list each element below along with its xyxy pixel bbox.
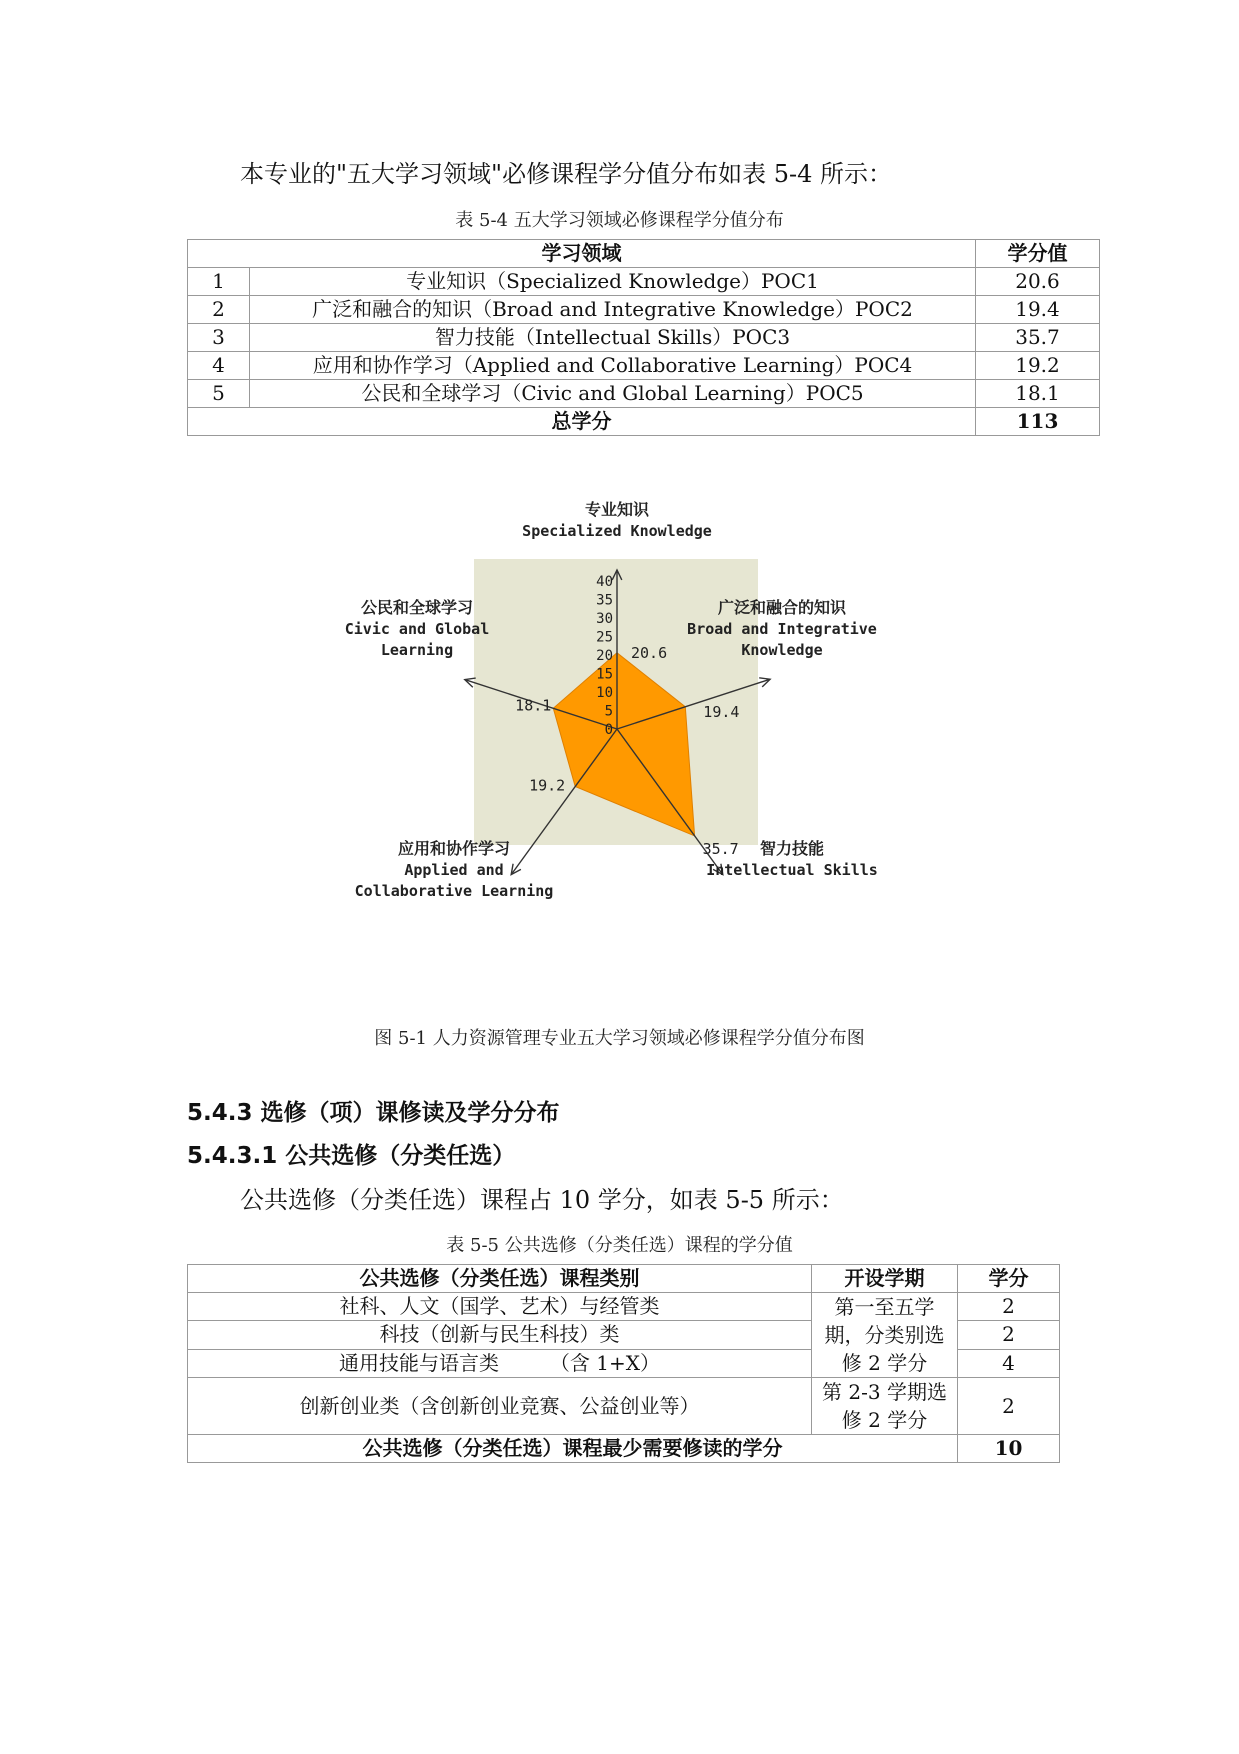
row-domain: 应用和协作学习（Applied and Collaborative Learning）POC4: [250, 352, 976, 380]
row-number: 2: [188, 296, 250, 324]
row-domain: 智力技能（Intellectual Skills）POC3: [250, 324, 976, 352]
row-number: 1: [188, 268, 250, 296]
row-number: 5: [188, 380, 250, 408]
table-row: [188, 296, 1100, 324]
scale-tick-label: 35: [596, 592, 613, 609]
figure-caption: 图 5-1 人力资源管理专业五大学习领域必修课程学分值分布图: [374, 1028, 865, 1049]
table-5-5-caption: 表 5-5 公共选修（分类任选）课程的学分值: [446, 1235, 793, 1256]
table-row: [188, 324, 1100, 352]
scale-tick-label: 5: [604, 703, 613, 720]
axis-label: 公民和全球学习: [360, 598, 474, 617]
scale-tick-label: 15: [596, 666, 613, 683]
value-label: 20.6: [631, 643, 668, 662]
row-credits: 2: [958, 1293, 1060, 1321]
row-number: 4: [188, 352, 250, 380]
row-category: 社科、人文（国学、艺术）与经管类: [188, 1293, 812, 1321]
table-row: [188, 352, 1100, 380]
total-value: 113: [976, 408, 1100, 436]
scale-tick-label: 30: [596, 611, 613, 627]
axis-label: Specialized Knowledge: [522, 522, 712, 540]
header-term: 开设学期: [812, 1265, 958, 1293]
header-domain: 学习领域: [188, 240, 976, 268]
table-header-row: [188, 1265, 1060, 1293]
paragraph-5-5: 公共选修（分类任选）课程占 10 学分，如表 5-5 所示：: [240, 1186, 844, 1214]
row-domain: 专业知识（Specialized Knowledge）POC1: [250, 268, 976, 296]
value-label: 19.4: [703, 702, 740, 721]
axis-label: 智力技能: [759, 839, 825, 858]
table-row: [188, 1378, 1060, 1435]
header-category: 公共选修（分类任选）课程类别: [188, 1265, 812, 1293]
axis-label: Learning: [380, 641, 454, 659]
row-domain: 广泛和融合的知识（Broad and Integrative Knowledge）POC2: [250, 296, 976, 324]
table-total-row: [188, 1435, 1060, 1463]
header-credits: 学分值: [976, 240, 1100, 268]
table-5-4-caption: 表 5-4 五大学习领域必修课程学分值分布: [455, 210, 784, 231]
row-category: 科技（创新与民生科技）类: [188, 1321, 812, 1349]
header-credits: 学分: [958, 1265, 1060, 1293]
total-label: 总学分: [188, 408, 976, 436]
value-label: 18.1: [515, 696, 552, 715]
table-row: [188, 380, 1100, 408]
section-heading-5-4-3: 5.4.3 选修（项）课修读及学分分布: [187, 1100, 560, 1126]
table-header-row: [188, 240, 1100, 268]
total-label: 公共选修（分类任选）课程最少需要修读的学分: [188, 1435, 958, 1463]
axis-label: 应用和协作学习: [397, 839, 511, 858]
row-category: 通用技能与语言类 （含 1+X）: [188, 1349, 812, 1377]
term-cell-1-5: 第一至五学期，分类别选修 2 学分: [812, 1293, 958, 1378]
row-credits: 2: [958, 1321, 1060, 1349]
row-credits: 19.4: [976, 296, 1100, 324]
scale-tick-label: 10: [596, 685, 613, 701]
term-cell-2-3: 第 2-3 学期选修 2 学分: [812, 1378, 958, 1435]
row-credits: 35.7: [976, 324, 1100, 352]
section-heading-5-4-3-1: 5.4.3.1 公共选修（分类任选）: [187, 1143, 516, 1169]
row-credits: 19.2: [976, 352, 1100, 380]
radar-chart: [300, 490, 940, 930]
scale-tick-label: 25: [596, 629, 613, 646]
row-credits: 20.6: [976, 268, 1100, 296]
value-label: 35.7: [702, 839, 739, 858]
axis-label: 专业知识: [584, 500, 650, 519]
axis-label: Collaborative Learning: [354, 882, 554, 900]
table-5-4: [187, 239, 1100, 436]
axis-label: Broad and Integrative: [687, 620, 877, 638]
intro-paragraph: 本专业的"五大学习领域"必修课程学分值分布如表 5-4 所示：: [240, 160, 892, 188]
row-domain: 公民和全球学习（Civic and Global Learning）POC5: [250, 380, 976, 408]
total-value: 10: [958, 1435, 1060, 1463]
table-total-row: [188, 408, 1100, 436]
table-row: [188, 1293, 1060, 1321]
value-label: 19.2: [529, 776, 566, 795]
scale-tick-label: 0: [604, 722, 613, 738]
axis-label: Knowledge: [741, 641, 823, 659]
axis-label: Intellectual Skills: [706, 861, 878, 879]
axis-label: Civic and Global: [344, 620, 490, 638]
table-row: [188, 268, 1100, 296]
axis-label: 广泛和融合的知识: [717, 598, 847, 617]
row-category: 创新创业类（含创新创业竞赛、公益创业等）: [188, 1378, 812, 1435]
row-credits: 2: [958, 1378, 1060, 1435]
scale-tick-label: 40: [596, 574, 613, 590]
row-credits: 18.1: [976, 380, 1100, 408]
row-number: 3: [188, 324, 250, 352]
scale-tick-label: 20: [596, 648, 613, 664]
table-5-5: [187, 1264, 1060, 1463]
row-credits: 4: [958, 1349, 1060, 1377]
axis-label: Applied and: [404, 861, 504, 879]
